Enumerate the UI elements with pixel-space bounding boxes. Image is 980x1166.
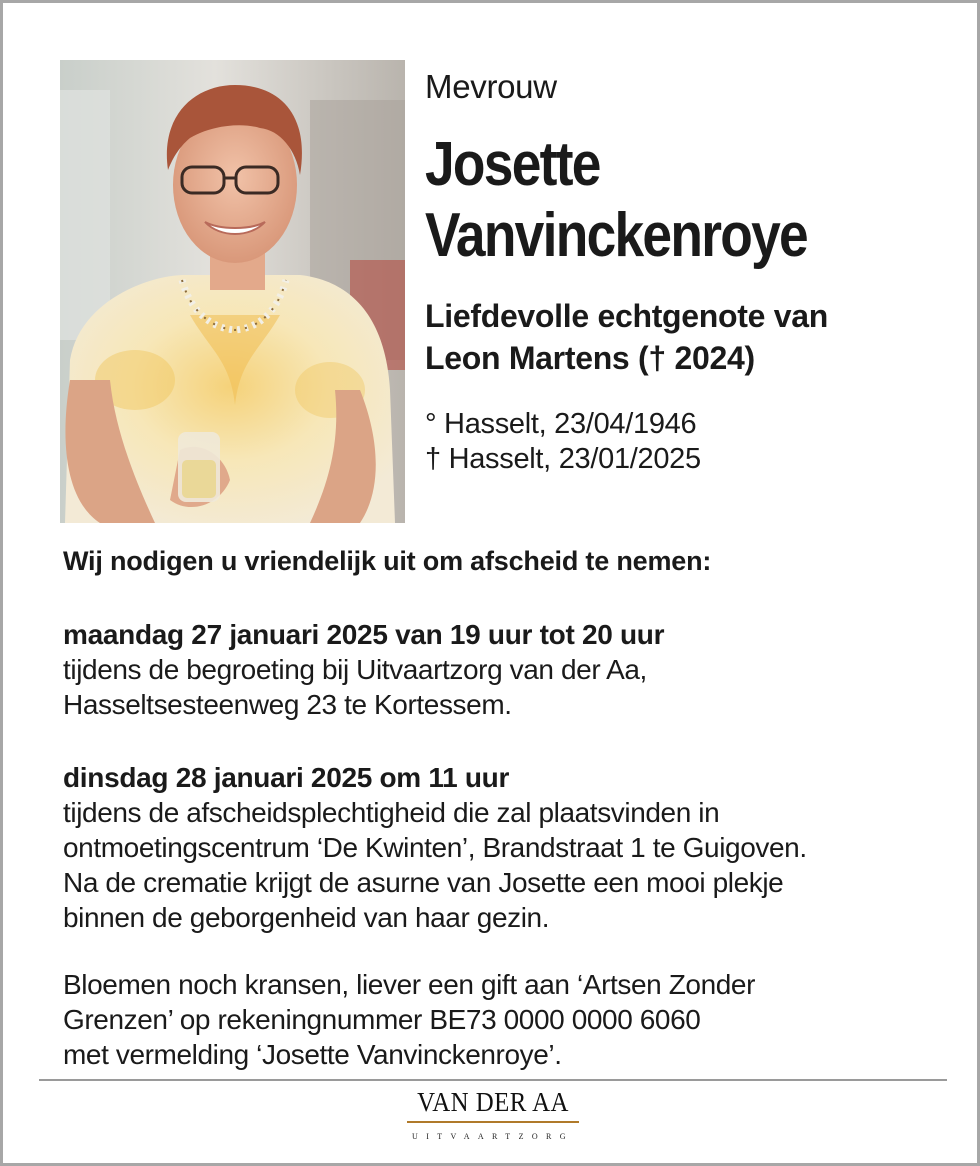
invitation-text: Wij nodigen u vriendelijk uit om afscheid te nemen: bbox=[63, 546, 712, 576]
event-line: Na de crematie krijgt de asurne van Josette een mooi plekje bbox=[63, 867, 784, 898]
spouse-line-1: Liefdevolle echtgenote van bbox=[425, 298, 828, 334]
logo-name: VAN DER AA bbox=[417, 1087, 569, 1117]
deceased-name bbox=[425, 129, 872, 271]
first-name: Josette bbox=[425, 130, 600, 199]
header-block bbox=[425, 67, 945, 477]
event-title: dinsdag 28 januari 2025 om 11 uur bbox=[63, 762, 510, 793]
note-line: met vermelding ‘Josette Vanvinckenroye’. bbox=[63, 1039, 562, 1070]
spouse-line-2: Leon Martens († 2024) bbox=[425, 340, 755, 376]
event-line: Hasseltsesteenweg 23 te Kortessem. bbox=[63, 689, 512, 720]
event-line: binnen de geborgenheid van haar gezin. bbox=[63, 902, 550, 933]
portrait-photo bbox=[60, 60, 405, 523]
death-date: † Hasselt, 23/01/2025 bbox=[425, 443, 701, 475]
last-name: Vanvinckenroye bbox=[425, 201, 807, 270]
salutation: Mevrouw bbox=[425, 68, 557, 105]
event-title: maandag 27 januari 2025 van 19 uur tot 20 uur bbox=[63, 619, 665, 650]
life-dates bbox=[425, 407, 945, 477]
spouse-info bbox=[425, 295, 945, 379]
note-line: Grenzen’ op rekeningnummer BE73 0000 0000 6060 bbox=[63, 1004, 701, 1035]
logo-rule bbox=[407, 1121, 579, 1123]
birth-date: ° Hasselt, 23/04/1946 bbox=[425, 408, 697, 440]
event-line: tijdens de begroeting bij Uitvaartzorg van der Aa, bbox=[63, 654, 647, 685]
funeral-home-logo bbox=[403, 1087, 583, 1144]
logo-subtitle: UITVAARTZORG bbox=[412, 1132, 574, 1141]
event-line: tijdens de afscheidsplechtigheid die zal plaatsvinden in bbox=[63, 797, 720, 828]
event-block bbox=[63, 760, 953, 935]
note-line: Bloemen noch kransen, liever een gift aan ‘Artsen Zonder bbox=[63, 969, 756, 1000]
announcement-body bbox=[63, 543, 953, 1072]
footer-divider bbox=[39, 1079, 947, 1081]
event-block bbox=[63, 617, 953, 722]
donation-note bbox=[63, 967, 953, 1072]
event-line: ontmoetingscentrum ‘De Kwinten’, Brandstraat 1 te Guigoven. bbox=[63, 832, 807, 863]
